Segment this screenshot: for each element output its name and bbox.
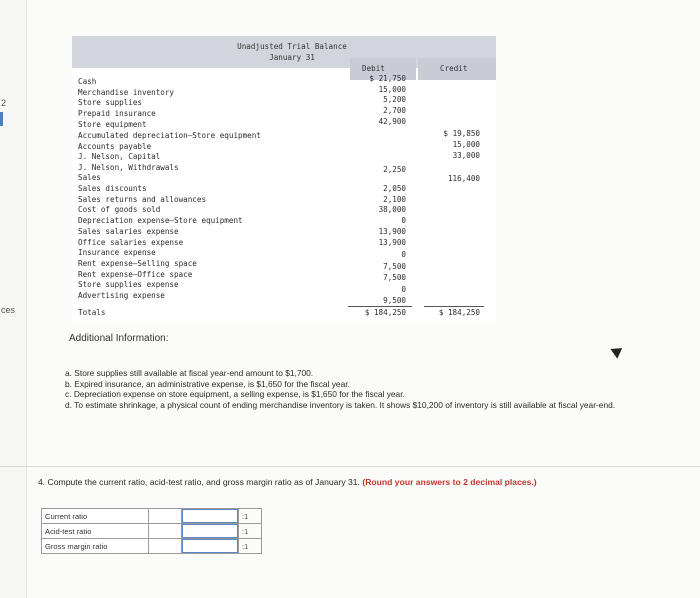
account-name: Accumulated depreciation—Store equipment <box>78 131 261 140</box>
debit-amount: 9,500 <box>383 296 406 305</box>
info-item-c: c. Depreciation expense on store equipment, a selling expense, is $1,650 for the fiscal year. <box>65 389 405 400</box>
account-name: Totals <box>78 308 106 317</box>
debit-amount: 0 <box>401 216 406 225</box>
debit-amount: 7,500 <box>383 273 406 282</box>
gross-margin-ratio-suffix: :1 <box>239 539 262 554</box>
account-name: Office salaries expense <box>78 238 184 247</box>
debit-amount: 2,050 <box>383 184 406 193</box>
acid-test-ratio-input[interactable] <box>182 524 238 538</box>
debit-amount: 15,000 <box>378 85 406 94</box>
account-name: Store supplies expense <box>78 280 179 289</box>
credit-amount: $ 19,850 <box>443 129 480 138</box>
account-name: Sales discounts <box>78 184 147 193</box>
debit-amount: 13,900 <box>378 227 406 236</box>
strip-cut-text: ces <box>1 305 16 315</box>
account-name: Depreciation expense—Store equipment <box>78 216 243 225</box>
credit-total-rule <box>424 306 484 307</box>
ratio-row-gross-margin <box>42 539 262 554</box>
section-divider <box>0 466 700 467</box>
account-name: Prepaid insurance <box>78 109 156 118</box>
acid-test-ratio-label: Acid-test ratio <box>42 524 149 539</box>
debit-amount: 5,200 <box>383 95 406 104</box>
credit-column-header: Credit <box>440 64 468 73</box>
info-item-a: a. Store supplies still available at fiscal year-end amount to $1,700. <box>65 368 314 378</box>
debit-column-header: Debit <box>362 64 385 73</box>
credit-amount: 116,400 <box>447 174 480 183</box>
trial-balance-title <box>222 41 362 63</box>
debit-amount: 38,000 <box>378 205 406 214</box>
gross-margin-ratio-blank-cell <box>149 539 182 554</box>
strip-marker <box>0 112 3 126</box>
ratio-row-current <box>42 509 262 524</box>
account-name: Merchandise inventory <box>78 88 175 97</box>
acid-test-ratio-blank-cell <box>149 524 182 539</box>
debit-amount: 2,100 <box>383 195 406 204</box>
debit-amount: 0 <box>401 250 406 259</box>
info-item-d: d. To estimate shrinkage, a physical count of ending merchandise inventory is taken. It shows $10,200 of inventory is still available at fiscal year-end. <box>65 400 616 411</box>
trial-balance-table <box>72 36 496 322</box>
mouse-pointer-icon <box>610 343 625 359</box>
debit-amount: 0 <box>401 285 406 294</box>
account-name: Sales returns and allowances <box>78 195 207 204</box>
debit-amount: 2,700 <box>383 106 406 115</box>
question-rounding-note: (Round your answers to 2 decimal places.) <box>362 477 537 487</box>
account-name: Store equipment <box>78 120 147 129</box>
current-ratio-blank-cell <box>149 509 182 524</box>
debit-amount: $ 21,750 <box>369 74 406 83</box>
ratio-answer-table <box>41 508 262 554</box>
credit-amount: $ 184,250 <box>438 308 480 317</box>
debit-amount: 2,250 <box>383 165 406 174</box>
gross-margin-ratio-input[interactable] <box>182 539 238 553</box>
question-text <box>38 477 537 487</box>
acid-test-ratio-suffix: :1 <box>239 524 262 539</box>
left-panel-strip <box>0 0 27 598</box>
account-name: Store supplies <box>78 98 143 107</box>
ratio-row-acid-test <box>42 524 262 539</box>
account-name: Rent expense—Office space <box>78 270 193 279</box>
trial-balance-title-line2: January 31 <box>269 53 315 62</box>
current-ratio-input[interactable] <box>182 509 238 523</box>
debit-amount: 13,900 <box>378 238 406 247</box>
question-main: 4. Compute the current ratio, acid-test ratio, and gross margin ratio as of January 31. <box>38 477 360 487</box>
credit-amount: 33,000 <box>452 151 480 160</box>
account-name: Sales <box>78 173 101 182</box>
debit-amount: 7,500 <box>383 262 406 271</box>
account-name: Insurance expense <box>78 248 156 257</box>
info-item-b: b. Expired insurance, an administrative expense, is $1,650 for the fiscal year. <box>65 378 350 389</box>
trial-balance-title-line1: Unadjusted Trial Balance <box>237 42 347 51</box>
account-name: J. Nelson, Withdrawals <box>78 163 179 172</box>
current-ratio-suffix: :1 <box>239 509 262 524</box>
gross-margin-ratio-label: Gross margin ratio <box>42 539 149 554</box>
account-name: Rent expense—Selling space <box>78 259 197 268</box>
additional-info-heading: Additional Information: <box>69 333 169 344</box>
debit-total-rule <box>348 306 412 307</box>
debit-amount: $ 184,250 <box>364 308 406 317</box>
account-name: Accounts payable <box>78 142 152 151</box>
account-name: J. Nelson, Capital <box>78 152 161 161</box>
account-name: Cost of goods sold <box>78 205 161 214</box>
debit-amount: 42,900 <box>378 117 406 126</box>
credit-amount: 15,000 <box>452 140 480 149</box>
account-name: Sales salaries expense <box>78 227 179 236</box>
strip-number: 2 <box>1 98 7 108</box>
additional-info-list <box>65 368 665 411</box>
account-name: Advertising expense <box>78 291 165 300</box>
current-ratio-label: Current ratio <box>42 509 149 524</box>
account-name: Cash <box>78 77 97 86</box>
